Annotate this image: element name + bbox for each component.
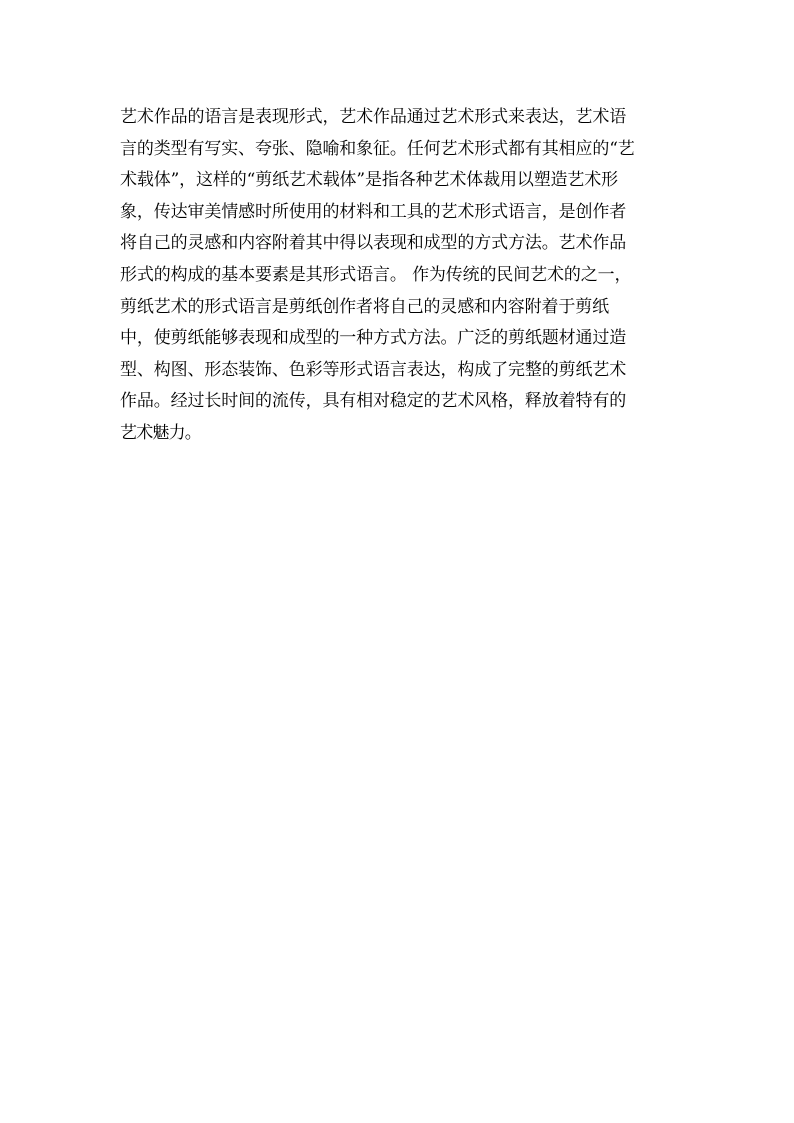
text-line: 艺术作品的语言是表现形式，艺术作品通过艺术形式来表达，艺术语 — [120, 107, 627, 127]
text-line: 言的类型有写实、夸张、隐喻和象征。任何艺术形式都有其相应的“艺 — [120, 138, 635, 159]
text-line: 术载体”，这样的“剪纸艺术载体”是指各种艺术体裁用以塑造艺术形 — [120, 170, 619, 191]
text-line: 中，使剪纸能够表现和成型的一种方式方法。广泛的剪纸题材通过造 — [120, 328, 627, 349]
text-line: 型、构图、形态装饰、色彩等形式语言表达，构成了完整的剪纸艺术 — [120, 359, 627, 380]
text-line: 艺术魅力。 — [120, 422, 201, 443]
text-line: 剪纸艺术的形式语言是剪纸创作者将自己的灵感和内容附着于剪纸 — [120, 296, 609, 317]
text-line: 将自己的灵感和内容附着其中得以表现和成型的方式方法。艺术作品 — [120, 233, 627, 254]
text-line: 作品。经过长时间的流传，具有相对稳定的艺术风格，释放着特有的 — [120, 391, 627, 412]
text-line: 形式的构成的基本要素是其形式语言。 作为传统的民间艺术的之一， — [120, 264, 632, 285]
text-line: 象，传达审美情感时所使用的材料和工具的艺术形式语言，是创作者 — [120, 201, 627, 222]
document-body-text — [120, 102, 680, 450]
